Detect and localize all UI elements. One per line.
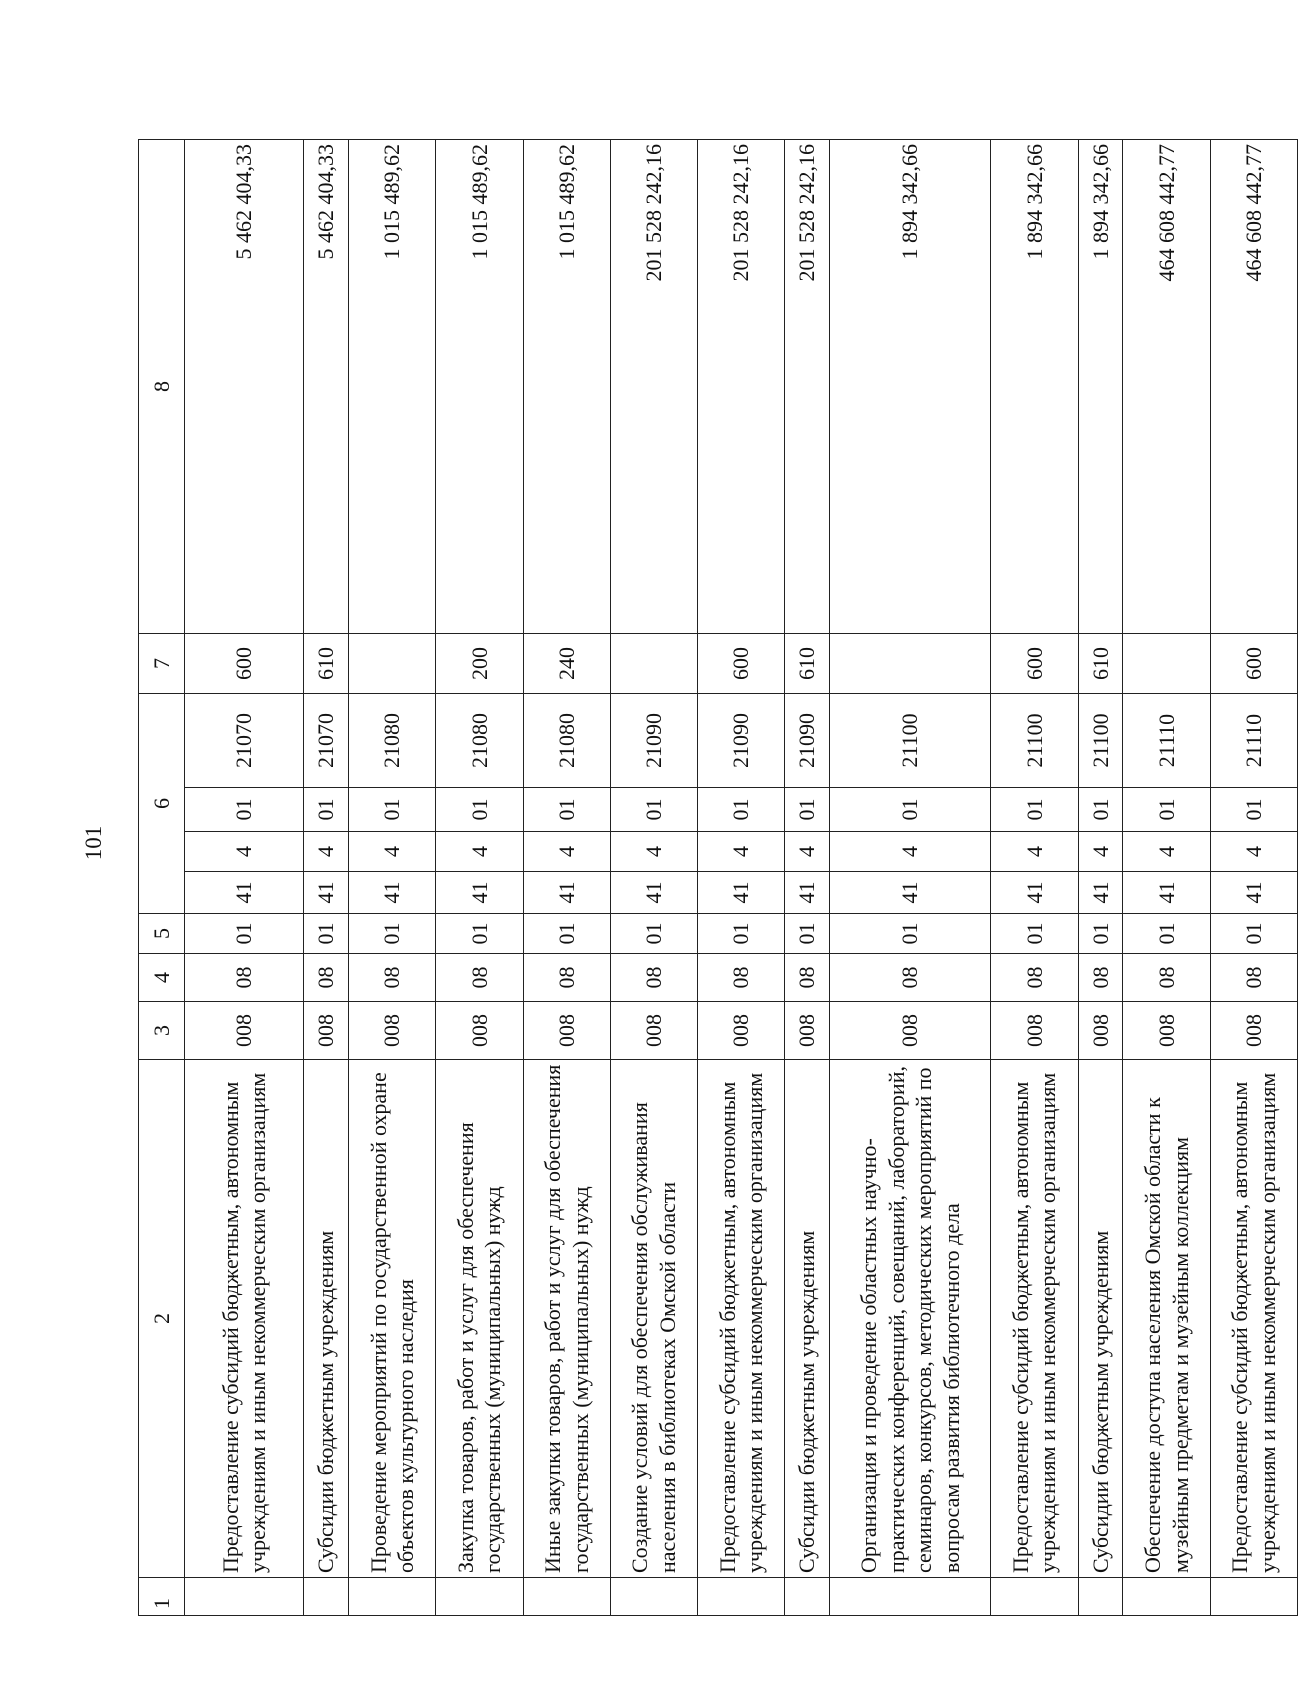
- amount-cell: 201 528 242,16: [697, 140, 784, 634]
- expense-type-cell: 600: [185, 634, 304, 694]
- section-code-cell: 08: [1210, 954, 1297, 1002]
- row-name-cell: Предоставление субсидий бюджетным, автономным учреждениям и иным некоммерческим организациям: [1210, 1060, 1297, 1578]
- subsection-code-cell: 01: [523, 914, 610, 954]
- subsection-code-cell: 01: [436, 914, 523, 954]
- target-code-direction-cell: 21090: [697, 694, 784, 788]
- table-row: [610, 140, 697, 1616]
- amount-cell: 201 528 242,16: [785, 140, 830, 634]
- target-code-direction-cell: 21090: [785, 694, 830, 788]
- target-code-subprogram-cell: 4: [830, 832, 991, 872]
- expense-type-cell: 600: [1210, 634, 1297, 694]
- target-code-event-cell: 01: [785, 788, 830, 832]
- row-name-cell: Создание условий для обеспечения обслуживания населения в библиотеках Омской области: [610, 1060, 697, 1578]
- expense-type-cell: 240: [523, 634, 610, 694]
- target-code-subprogram-cell: 4: [1210, 832, 1297, 872]
- section-code-cell: 08: [991, 954, 1078, 1002]
- target-code-program-cell: 41: [185, 872, 304, 914]
- target-code-subprogram-cell: 4: [1078, 832, 1123, 872]
- table-row: [1123, 140, 1210, 1616]
- table-row: [1078, 140, 1123, 1616]
- expense-type-cell: 200: [436, 634, 523, 694]
- expense-type-cell: [610, 634, 697, 694]
- target-code-program-cell: 41: [1123, 872, 1210, 914]
- section-code-cell: 08: [1078, 954, 1123, 1002]
- target-code-direction-cell: 21110: [1210, 694, 1297, 788]
- table-row: [1210, 140, 1297, 1616]
- row-name-cell: Обеспечение доступа населения Омской области к музейным предметам и музейным коллекциям: [1123, 1060, 1210, 1578]
- column-header-1: 1: [139, 1578, 185, 1616]
- section-code-cell: 08: [436, 954, 523, 1002]
- expense-type-cell: [1123, 634, 1210, 694]
- admin-code-cell: 008: [349, 1002, 436, 1060]
- target-code-direction-cell: 21070: [304, 694, 349, 788]
- target-code-program-cell: 41: [785, 872, 830, 914]
- subsection-code-cell: 01: [991, 914, 1078, 954]
- amount-cell: 201 528 242,16: [610, 140, 697, 634]
- subsection-code-cell: 01: [304, 914, 349, 954]
- admin-code-cell: 008: [610, 1002, 697, 1060]
- table-row: [697, 140, 784, 1616]
- section-code-cell: 08: [610, 954, 697, 1002]
- target-code-event-cell: 01: [304, 788, 349, 832]
- section-code-cell: 08: [523, 954, 610, 1002]
- admin-code-cell: 008: [436, 1002, 523, 1060]
- amount-cell: 1 894 342,66: [1078, 140, 1123, 634]
- row-name-cell: Предоставление субсидий бюджетным, автономным учреждениям и иным некоммерческим организациям: [991, 1060, 1078, 1578]
- expense-type-cell: [830, 634, 991, 694]
- admin-code-cell: 008: [830, 1002, 991, 1060]
- expense-type-cell: 610: [304, 634, 349, 694]
- section-code-cell: 08: [185, 954, 304, 1002]
- header-row: [139, 140, 185, 1616]
- row-name-cell: Субсидии бюджетным учреждениям: [304, 1060, 349, 1578]
- target-code-direction-cell: 21110: [1123, 694, 1210, 788]
- target-code-program-cell: 41: [697, 872, 784, 914]
- subsection-code-cell: 01: [1210, 914, 1297, 954]
- target-code-subprogram-cell: 4: [349, 832, 436, 872]
- column-header-5: 5: [139, 914, 185, 954]
- row-name-cell: Предоставление субсидий бюджетным, автономным учреждениям и иным некоммерческим организациям: [697, 1060, 784, 1578]
- target-code-program-cell: 41: [523, 872, 610, 914]
- table-row: [830, 140, 991, 1616]
- row-number-cell: [1123, 1578, 1210, 1616]
- target-code-program-cell: 41: [349, 872, 436, 914]
- section-code-cell: 08: [1123, 954, 1210, 1002]
- subsection-code-cell: 01: [610, 914, 697, 954]
- amount-cell: 1 015 489,62: [523, 140, 610, 634]
- rotated-page-content: [138, 140, 1298, 1616]
- target-code-subprogram-cell: 4: [610, 832, 697, 872]
- section-code-cell: 08: [830, 954, 991, 1002]
- table-row: [523, 140, 610, 1616]
- row-number-cell: [697, 1578, 784, 1616]
- table-row: [436, 140, 523, 1616]
- target-code-direction-cell: 21100: [991, 694, 1078, 788]
- target-code-subprogram-cell: 4: [523, 832, 610, 872]
- target-code-program-cell: 41: [991, 872, 1078, 914]
- target-code-event-cell: 01: [610, 788, 697, 832]
- target-code-event-cell: 01: [436, 788, 523, 832]
- amount-cell: 1 894 342,66: [830, 140, 991, 634]
- amount-cell: 1 894 342,66: [991, 140, 1078, 634]
- row-number-cell: [785, 1578, 830, 1616]
- column-header-6: 6: [139, 694, 185, 914]
- row-name-cell: Субсидии бюджетным учреждениям: [785, 1060, 830, 1578]
- row-number-cell: [185, 1578, 304, 1616]
- target-code-subprogram-cell: 4: [436, 832, 523, 872]
- row-name-cell: Предоставление субсидий бюджетным, автономным учреждениям и иным некоммерческим организациям: [185, 1060, 304, 1578]
- target-code-direction-cell: 21100: [1078, 694, 1123, 788]
- expense-type-cell: [349, 634, 436, 694]
- table-row: [304, 140, 349, 1616]
- target-code-direction-cell: 21080: [436, 694, 523, 788]
- amount-cell: 5 462 404,33: [185, 140, 304, 634]
- target-code-subprogram-cell: 4: [304, 832, 349, 872]
- section-code-cell: 08: [697, 954, 784, 1002]
- row-number-cell: [610, 1578, 697, 1616]
- row-number-cell: [436, 1578, 523, 1616]
- target-code-direction-cell: 21080: [349, 694, 436, 788]
- target-code-program-cell: 41: [436, 872, 523, 914]
- subsection-code-cell: 01: [1078, 914, 1123, 954]
- amount-cell: 5 462 404,33: [304, 140, 349, 634]
- target-code-program-cell: 41: [1078, 872, 1123, 914]
- row-name-cell: Организация и проведение областных научно-практических конференций, совещаний, лабораторий, семинаров, конкурсов, методических мероприятий по вопросам развития библиотечного дела: [830, 1060, 991, 1578]
- table-row: [785, 140, 830, 1616]
- amount-cell: 464 608 442,77: [1123, 140, 1210, 634]
- target-code-event-cell: 01: [185, 788, 304, 832]
- subsection-code-cell: 01: [697, 914, 784, 954]
- section-code-cell: 08: [304, 954, 349, 1002]
- target-code-event-cell: 01: [991, 788, 1078, 832]
- row-number-cell: [991, 1578, 1078, 1616]
- column-header-7: 7: [139, 634, 185, 694]
- admin-code-cell: 008: [991, 1002, 1078, 1060]
- expense-type-cell: 610: [785, 634, 830, 694]
- target-code-event-cell: 01: [697, 788, 784, 832]
- row-name-cell: Проведение мероприятий по государственной охране объектов культурного наследия: [349, 1060, 436, 1578]
- budget-table: [138, 139, 1298, 1616]
- admin-code-cell: 008: [1123, 1002, 1210, 1060]
- target-code-direction-cell: 21070: [185, 694, 304, 788]
- target-code-subprogram-cell: 4: [785, 832, 830, 872]
- admin-code-cell: 008: [785, 1002, 830, 1060]
- subsection-code-cell: 01: [1123, 914, 1210, 954]
- target-code-event-cell: 01: [830, 788, 991, 832]
- target-code-subprogram-cell: 4: [697, 832, 784, 872]
- target-code-program-cell: 41: [610, 872, 697, 914]
- column-header-3: 3: [139, 1002, 185, 1060]
- target-code-event-cell: 01: [523, 788, 610, 832]
- subsection-code-cell: 01: [349, 914, 436, 954]
- subsection-code-cell: 01: [185, 914, 304, 954]
- admin-code-cell: 008: [1078, 1002, 1123, 1060]
- target-code-direction-cell: 21090: [610, 694, 697, 788]
- section-code-cell: 08: [349, 954, 436, 1002]
- subsection-code-cell: 01: [785, 914, 830, 954]
- section-code-cell: 08: [785, 954, 830, 1002]
- row-name-cell: Иные закупки товаров, работ и услуг для обеспечения государственных (муниципальных) нужд: [523, 1060, 610, 1578]
- target-code-subprogram-cell: 4: [185, 832, 304, 872]
- table-body: [139, 140, 1298, 1616]
- target-code-event-cell: 01: [1123, 788, 1210, 832]
- target-code-subprogram-cell: 4: [1123, 832, 1210, 872]
- admin-code-cell: 008: [304, 1002, 349, 1060]
- admin-code-cell: 008: [697, 1002, 784, 1060]
- table-row: [349, 140, 436, 1616]
- expense-type-cell: 610: [1078, 634, 1123, 694]
- amount-cell: 464 608 442,77: [1210, 140, 1297, 634]
- row-number-cell: [349, 1578, 436, 1616]
- target-code-event-cell: 01: [1078, 788, 1123, 832]
- subsection-code-cell: 01: [830, 914, 991, 954]
- row-name-cell: Закупка товаров, работ и услуг для обеспечения государственных (муниципальных) нужд: [436, 1060, 523, 1578]
- target-code-program-cell: 41: [1210, 872, 1297, 914]
- admin-code-cell: 008: [523, 1002, 610, 1060]
- expense-type-cell: 600: [991, 634, 1078, 694]
- table-row: [185, 140, 304, 1616]
- column-header-4: 4: [139, 954, 185, 1002]
- column-header-2: 2: [139, 1060, 185, 1578]
- amount-cell: 1 015 489,62: [436, 140, 523, 634]
- column-header-8: 8: [139, 140, 185, 634]
- target-code-event-cell: 01: [1210, 788, 1297, 832]
- row-number-cell: [523, 1578, 610, 1616]
- target-code-direction-cell: 21080: [523, 694, 610, 788]
- target-code-direction-cell: 21100: [830, 694, 991, 788]
- row-number-cell: [1210, 1578, 1297, 1616]
- admin-code-cell: 008: [185, 1002, 304, 1060]
- target-code-event-cell: 01: [349, 788, 436, 832]
- target-code-program-cell: 41: [830, 872, 991, 914]
- row-number-cell: [1078, 1578, 1123, 1616]
- target-code-subprogram-cell: 4: [991, 832, 1078, 872]
- expense-type-cell: 600: [697, 634, 784, 694]
- row-name-cell: Субсидии бюджетным учреждениям: [1078, 1060, 1123, 1578]
- admin-code-cell: 008: [1210, 1002, 1297, 1060]
- target-code-program-cell: 41: [304, 872, 349, 914]
- page-number: 101: [81, 825, 106, 861]
- row-number-cell: [304, 1578, 349, 1616]
- table-row: [991, 140, 1078, 1616]
- row-number-cell: [830, 1578, 991, 1616]
- amount-cell: 1 015 489,62: [349, 140, 436, 634]
